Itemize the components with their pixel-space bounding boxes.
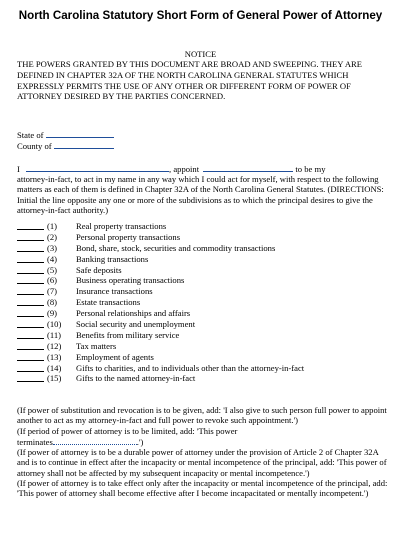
list-item: (1) Real property transactions — [17, 221, 387, 232]
initial-line[interactable] — [17, 243, 44, 252]
initial-line[interactable] — [17, 275, 44, 284]
termination-date-field[interactable] — [53, 436, 137, 445]
initial-line[interactable] — [17, 286, 44, 295]
list-item: (10) Social security and unemployment — [17, 319, 387, 330]
notice-text: THE POWERS GRANTED BY THIS DOCUMENT ARE BROAD AND SWEEPING. THEY ARE DEFINED IN CHAPTER 32A OF THE NORTH CAROLINA GENERAL STATUTES WHICH EXPRESSLY PERMITS THE USE OF ANY OTHER OR DIFFERENT FORM OF POWER OF ATTORNEY DESIRED BY THE PARTIES CONCERNED. — [17, 59, 363, 102]
initial-line[interactable] — [17, 254, 44, 263]
initial-line[interactable] — [17, 363, 44, 372]
initial-line[interactable] — [17, 232, 44, 241]
notice-heading: NOTICE — [184, 49, 217, 59]
initial-line[interactable] — [17, 265, 44, 274]
county-label: County of — [17, 141, 52, 151]
initial-line[interactable] — [17, 297, 44, 306]
initial-line[interactable] — [17, 308, 44, 317]
list-item: (4) Banking transactions — [17, 254, 387, 265]
list-item: (2) Personal property transactions — [17, 232, 387, 243]
i-label: I — [17, 164, 20, 174]
to-be-my-label: to be my — [295, 164, 326, 174]
optional-provisions — [17, 405, 391, 499]
list-item: (9) Personal relationships and affairs — [17, 308, 387, 319]
state-row — [17, 129, 114, 140]
list-item: (12) Tax matters — [17, 341, 387, 352]
substitution-paragraph: (If power of substitution and revocation is to be given, add: 'I also give to such person full power to appoint another to act as my attorney-in-fact and full power to revoke such appointment.') — [17, 405, 387, 426]
list-item: (13) Employment of agents — [17, 352, 387, 363]
list-item: (15) Gifts to the named attorney-in-fact — [17, 373, 387, 384]
initial-line[interactable] — [17, 352, 44, 361]
springing-paragraph: (If power of attorney is to take effect only after the incapacity or mental incompetence of the principal, add: 'This power of attorney shall become effective after I become incapacitated or mentally incompetent.') — [17, 478, 388, 499]
principal-name-field[interactable] — [26, 163, 169, 172]
limited-period-paragraph: (If period of power of attorney is to be limited, add: 'This power terminates .') — [17, 425, 238, 447]
appoint-label: , appoint — [169, 164, 200, 174]
list-item: (11) Benefits from military service — [17, 330, 387, 341]
state-field[interactable] — [46, 129, 114, 138]
initial-line[interactable] — [17, 341, 44, 350]
durable-paragraph: (If power of attorney is to be a durable power of attorney under the provision of Article 2 of Chapter 32A and is to continue in effect after the incapacity or mental incompetence of the principal, add: 'This power of attorney shall not be affected by my subsequent incapacity or mental incompetence.') — [17, 447, 387, 478]
list-item: (7) Insurance transactions — [17, 286, 387, 297]
list-item: (8) Estate transactions — [17, 297, 387, 308]
initial-line[interactable] — [17, 330, 44, 339]
county-field[interactable] — [54, 140, 114, 149]
list-item: (6) Business operating transactions — [17, 275, 387, 286]
principal-row — [17, 163, 326, 174]
terminates-label: terminates — [17, 436, 53, 447]
initial-line[interactable] — [17, 221, 44, 230]
attorney-name-field[interactable] — [203, 163, 293, 172]
list-item: (3) Bond, share, stock, securities and commodity transactions — [17, 243, 387, 254]
list-item: (5) Safe deposits — [17, 265, 387, 276]
powers-list — [17, 221, 387, 384]
county-row — [17, 140, 114, 151]
list-item: (14) Gifts to charities, and to individuals other than the attorney-in-fact — [17, 363, 387, 374]
intro-text: attorney-in-fact, to act in my name in any way which I could act for myself, with respect to the following matters as each of them is defined in Chapter 32A of the North Carolina General Statutes. (DIRECTIONS: Initial the line opposite any one or more of the subdivisions as to which the principal desires to give the attorney-in-fact authority.) — [17, 174, 384, 215]
initial-line[interactable] — [17, 373, 44, 382]
initial-line[interactable] — [17, 319, 44, 328]
document-title: North Carolina Statutory Short Form of General Power of Attorney — [18, 9, 383, 22]
limited-period-text: (If period of power of attorney is to be limited, add: 'This power — [17, 425, 238, 436]
state-label: State of — [17, 130, 44, 140]
